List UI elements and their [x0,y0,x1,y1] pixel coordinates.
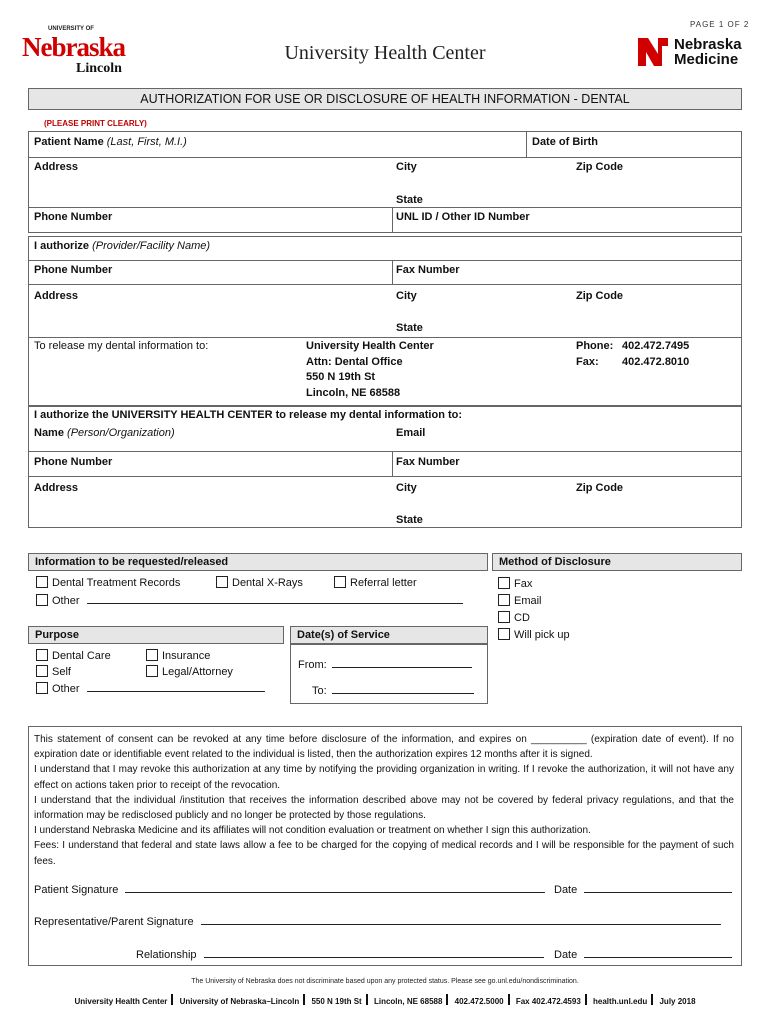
patient-address-field[interactable]: Address [34,161,79,173]
provider-city-field[interactable]: City [396,290,417,302]
rep-signature-field[interactable] [34,914,721,928]
checkbox-icon[interactable] [36,665,48,677]
recipient-name-label: Name [34,427,64,439]
purpose-option-2[interactable] [36,665,71,678]
rep-signature-line[interactable] [201,914,721,925]
info-option-2[interactable] [334,576,417,589]
recipient-section [28,406,742,528]
checkbox-icon[interactable] [146,665,158,677]
patient-id-field[interactable]: UNL ID / Other ID Number [396,211,530,223]
checkbox-icon[interactable] [498,594,510,606]
info-option-0-label: Dental Treatment Records [52,577,181,589]
checkbox-icon[interactable] [146,649,158,661]
provider-phone-field[interactable]: Phone Number [34,264,113,276]
info-other[interactable] [36,593,463,607]
patient-date-line[interactable] [584,882,732,893]
checkbox-icon[interactable] [36,682,48,694]
purpose-option-3[interactable] [146,665,233,678]
patient-zip-field[interactable]: Zip Code [576,161,624,173]
purpose-other-line[interactable] [87,681,265,692]
nm-logo-line2: Medicine [674,51,739,68]
purpose-other-label: Other [52,683,80,695]
patient-date-label: Date [554,884,578,896]
center-title: University Health Center [284,42,486,64]
patient-signature-label: Patient Signature [34,884,119,896]
info-other-label: Other [52,595,80,607]
purpose-option-0-label: Dental Care [52,650,111,662]
provider-zip-field[interactable]: Zip Code [576,290,624,302]
footer-item: University Health Center [74,997,168,1006]
separator-icon [651,994,653,1005]
checkbox-icon[interactable] [498,611,510,623]
method-option-1[interactable] [498,594,542,607]
authorize-hint: (Provider/Facility Name) [92,240,211,252]
purpose-option-3-label: Legal/Attorney [162,666,233,678]
rep-signature-label: Representative/Parent Signature [34,916,194,928]
footer-link[interactable]: health.unl.edu [593,997,648,1006]
authorize-label: I authorize [34,240,90,252]
method-option-0[interactable] [498,577,532,590]
info-requested-header: Information to be requested/released [28,553,488,571]
rep-date-line[interactable] [584,947,732,958]
recipient-city-field[interactable]: City [396,482,417,494]
checkbox-icon[interactable] [334,576,346,588]
footer-item: University of Nebraska–Lincoln [179,997,300,1006]
footer-item: July 2018 [659,997,696,1006]
service-from-field[interactable] [298,657,472,671]
unl-logo-main: Nebraska [22,32,126,62]
separator-icon [303,994,305,1005]
method-option-3-label: Will pick up [514,629,570,641]
footer-bar [0,994,770,1006]
method-option-0-label: Fax [514,578,533,590]
purpose-option-2-label: Self [52,666,71,678]
patient-name-label: Patient Name [34,136,104,148]
info-option-1-label: Dental X-Rays [232,577,303,589]
service-to-label: To: [312,685,327,697]
consent-paragraph: I understand that I may revoke this authorization at any time by notifying the providing organization in writing. If I revoke the authorization, it will not have any effect on actions taken prior to receipt of the revocation. [34,764,734,791]
method-option-3[interactable] [498,628,570,641]
separator-icon [585,994,587,1005]
uhc-attn: Attn: Dental Office [306,355,403,368]
uhc-name: University Health Center [306,340,434,352]
uhc-address-block [306,339,434,401]
info-option-1[interactable] [216,576,303,589]
checkbox-icon[interactable] [216,576,228,588]
checkbox-icon[interactable] [498,628,510,640]
nebraska-medicine-n-icon [636,34,670,68]
method-option-2-label: CD [514,612,530,624]
consent-paragraph: Fees: I understand that federal and state laws allow a fee to be charged for the copying of medical records and I will be responsible for the payment of such fees. [34,840,734,867]
provider-state-field[interactable]: State [396,322,423,334]
checkbox-icon[interactable] [36,649,48,661]
consent-text [34,732,734,869]
uhc-street: 550 N 19th St [306,371,376,383]
provider-fax-field[interactable]: Fax Number [396,264,460,276]
footer-item: Fax 402.472.4593 [515,997,581,1006]
unl-logo-sub: Lincoln [76,61,122,76]
patient-name-field[interactable] [34,136,187,148]
print-note: (PLEASE PRINT CLEARLY) [44,119,147,128]
uhc-city: Lincoln, NE 68588 [306,386,401,399]
separator-icon [366,994,368,1005]
recipient-state-field[interactable]: State [396,514,423,526]
uhc-phone-key: Phone: [576,340,614,352]
service-to-line[interactable] [332,683,474,694]
checkbox-icon[interactable] [498,577,510,589]
recipient-heading: I authorize the UNIVERSITY HEALTH CENTER to release my dental information to: [34,409,463,421]
purpose-option-0[interactable] [36,649,111,662]
recipient-fax-field[interactable]: Fax Number [396,456,460,468]
purpose-option-1[interactable] [146,649,210,662]
purpose-header: Purpose [28,626,284,644]
recipient-zip-field[interactable]: Zip Code [576,482,624,494]
recipient-email-field[interactable]: Email [396,427,426,439]
info-option-0[interactable] [36,576,180,589]
checkbox-icon[interactable] [36,594,48,606]
separator-icon [508,994,510,1005]
info-option-2-label: Referral letter [350,577,417,589]
info-other-line[interactable] [87,593,463,604]
patient-state-field[interactable]: State [396,194,423,206]
authorize-provider-field[interactable] [34,240,210,252]
dob-field[interactable]: Date of Birth [532,136,598,148]
uhc-fax-value: 402.472.8010 [622,355,690,368]
service-from-label: From: [298,659,327,671]
method-option-2[interactable] [498,611,530,624]
consent-paragraph: I understand that the individual /institution that receives the information described above may not be covered by federal privacy regulations, and that the information may be redisclosed publicly and no longer be protected by those regulations. [34,794,734,822]
service-dates-header: Date(s) of Service [290,626,488,644]
provider-address-field[interactable]: Address [34,290,79,302]
footer-item: 402.472.5000 [454,997,504,1006]
footer-item: 550 N 19th St [311,997,362,1006]
release-to-label: To release my dental information to: [34,340,209,352]
separator-icon [171,994,173,1005]
recipient-name-field[interactable] [34,427,175,439]
footer-item: Lincoln, NE 68588 [373,997,443,1006]
patient-phone-field[interactable]: Phone Number [34,211,113,223]
method-header: Method of Disclosure [492,553,742,571]
relationship-line[interactable] [204,947,544,958]
recipient-name-hint: (Person/Organization) [67,427,175,439]
patient-date-field[interactable] [554,882,732,896]
recipient-address-field[interactable]: Address [34,482,79,494]
service-from-line[interactable] [332,657,472,668]
nm-logo-line1: Nebraska [674,36,742,53]
patient-name-hint: (Last, First, M.I.) [106,136,187,148]
uhc-phone-value: 402.472.7495 [622,340,690,352]
service-to-field[interactable] [312,683,474,697]
patient-city-field[interactable]: City [396,161,417,173]
separator-icon [446,994,448,1005]
purpose-other[interactable] [36,681,265,695]
unl-logo-top: UNIVERSITY OF [48,26,94,32]
patient-signature-line[interactable] [125,882,545,893]
uhc-phone-block [576,339,689,370]
checkbox-icon[interactable] [36,576,48,588]
form-title: AUTHORIZATION FOR USE OR DISCLOSURE OF HEALTH INFORMATION - DENTAL [28,88,742,110]
consent-paragraph: This statement of consent can be revoked at any time before disclosure of the information, and expires on __________ (expiration date of event). If no expiration date or identifiable event related to the individual is listed, then the authorization expires 12 months after it is signed. [34,734,734,761]
rep-date-field[interactable] [554,947,732,961]
relationship-label: Relationship [136,949,197,961]
patient-signature-field[interactable] [34,882,545,896]
recipient-phone-field[interactable]: Phone Number [34,456,113,468]
rep-date-label: Date [554,949,578,961]
footer-disclaimer: The University of Nebraska does not discriminate based upon any protected status. Please see go.unl.edu/nondiscrimination. [191,978,579,985]
nebraska-medicine-logo [636,34,751,70]
method-option-1-label: Email [514,595,542,607]
page-indicator: PAGE 1 OF 2 [690,20,750,29]
purpose-option-1-label: Insurance [162,650,211,662]
consent-paragraph: I understand Nebraska Medicine and its affiliates will not condition evaluation or treatment on whether I sign this authorization. [34,825,591,837]
uhc-fax-key: Fax: [576,355,599,368]
relationship-field[interactable] [136,947,544,961]
